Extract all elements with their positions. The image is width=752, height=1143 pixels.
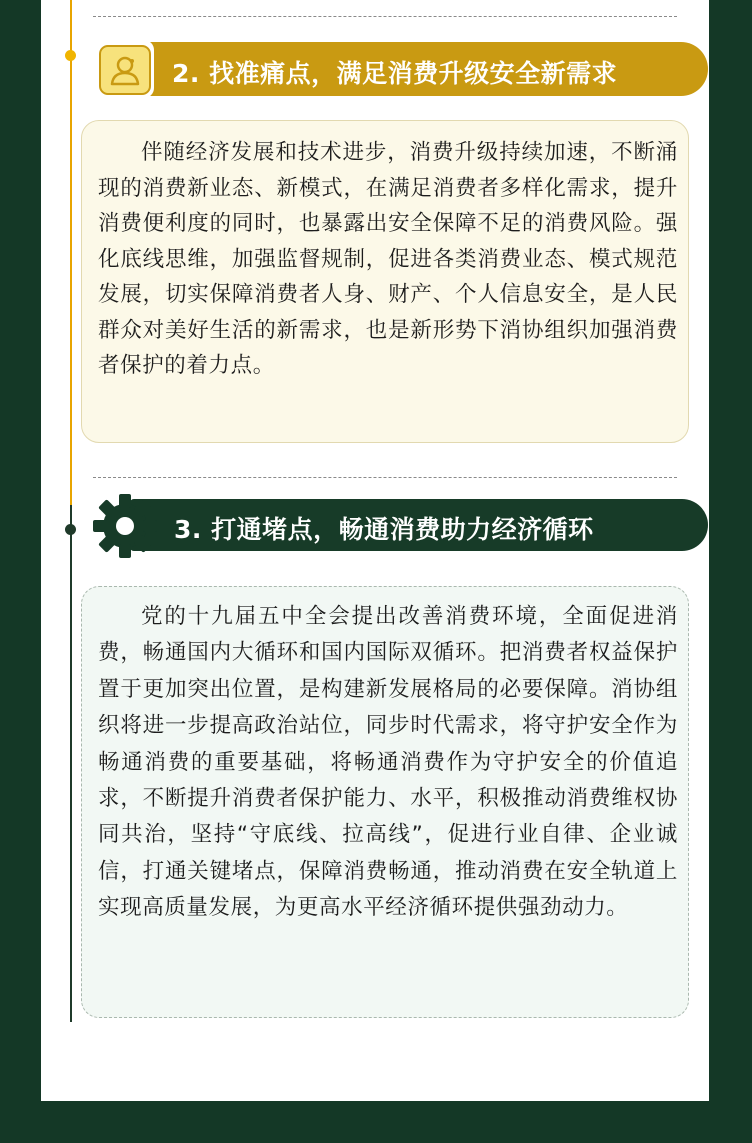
timeline-dot-section-2 bbox=[65, 50, 76, 61]
section-3-card bbox=[81, 586, 689, 1018]
section-3-banner bbox=[94, 493, 708, 555]
user-badge-icon bbox=[107, 52, 143, 88]
section-2-body: 伴随经济发展和技术进步，消费升级持续加速，不断涌现的消费新业态、新模式，在满足消费者多样化需求，提升消费便利度的同时，也暴露出安全保障不足的消费风险。强化底线思维，加强监督规制，促进各类消费业态、模式规范发展，切实保障消费者人身、财产、个人信息安全，是人民群众对美好生活的新需求，也是新形势下消协组织加强消费者保护的着力点。 bbox=[98, 140, 678, 378]
section-3-gear-badge bbox=[92, 493, 158, 559]
timeline-line bbox=[70, 0, 72, 1022]
divider-middle bbox=[93, 477, 677, 478]
section-2-banner bbox=[94, 38, 708, 100]
section-2-title: 2. 找准痛点，满足消费升级安全新需求 bbox=[172, 59, 618, 88]
section-2-icon-badge bbox=[94, 40, 154, 98]
divider-top bbox=[93, 16, 677, 17]
gear-icon bbox=[92, 493, 158, 559]
content-page bbox=[41, 0, 709, 1101]
section-3-title: 3. 打通堵点，畅通消费助力经济循环 bbox=[174, 515, 594, 544]
section-2-card bbox=[81, 120, 689, 443]
section-3-body: 党的十九届五中全会提出改善消费环境，全面促进消费，畅通国内大循环和国内国际双循环。把消费者权益保护置于更加突出位置，是构建新发展格局的必要保障。消协组织将进一步提高政治站位，同步时代需求，将守护安全作为畅通消费的重要基础，将畅通消费作为守护安全的价值追求，不断提升消费者保护能力、水平，积极推动消费维权协同共治，坚持“守底线、拉高线”，促进行业自律、企业诚信，打通关键堵点，保障消费畅通，推动消费在安全轨道上实现高质量发展，为更高水平经济循环提供强劲动力。 bbox=[98, 604, 678, 921]
timeline-dot-section-3 bbox=[65, 524, 76, 535]
